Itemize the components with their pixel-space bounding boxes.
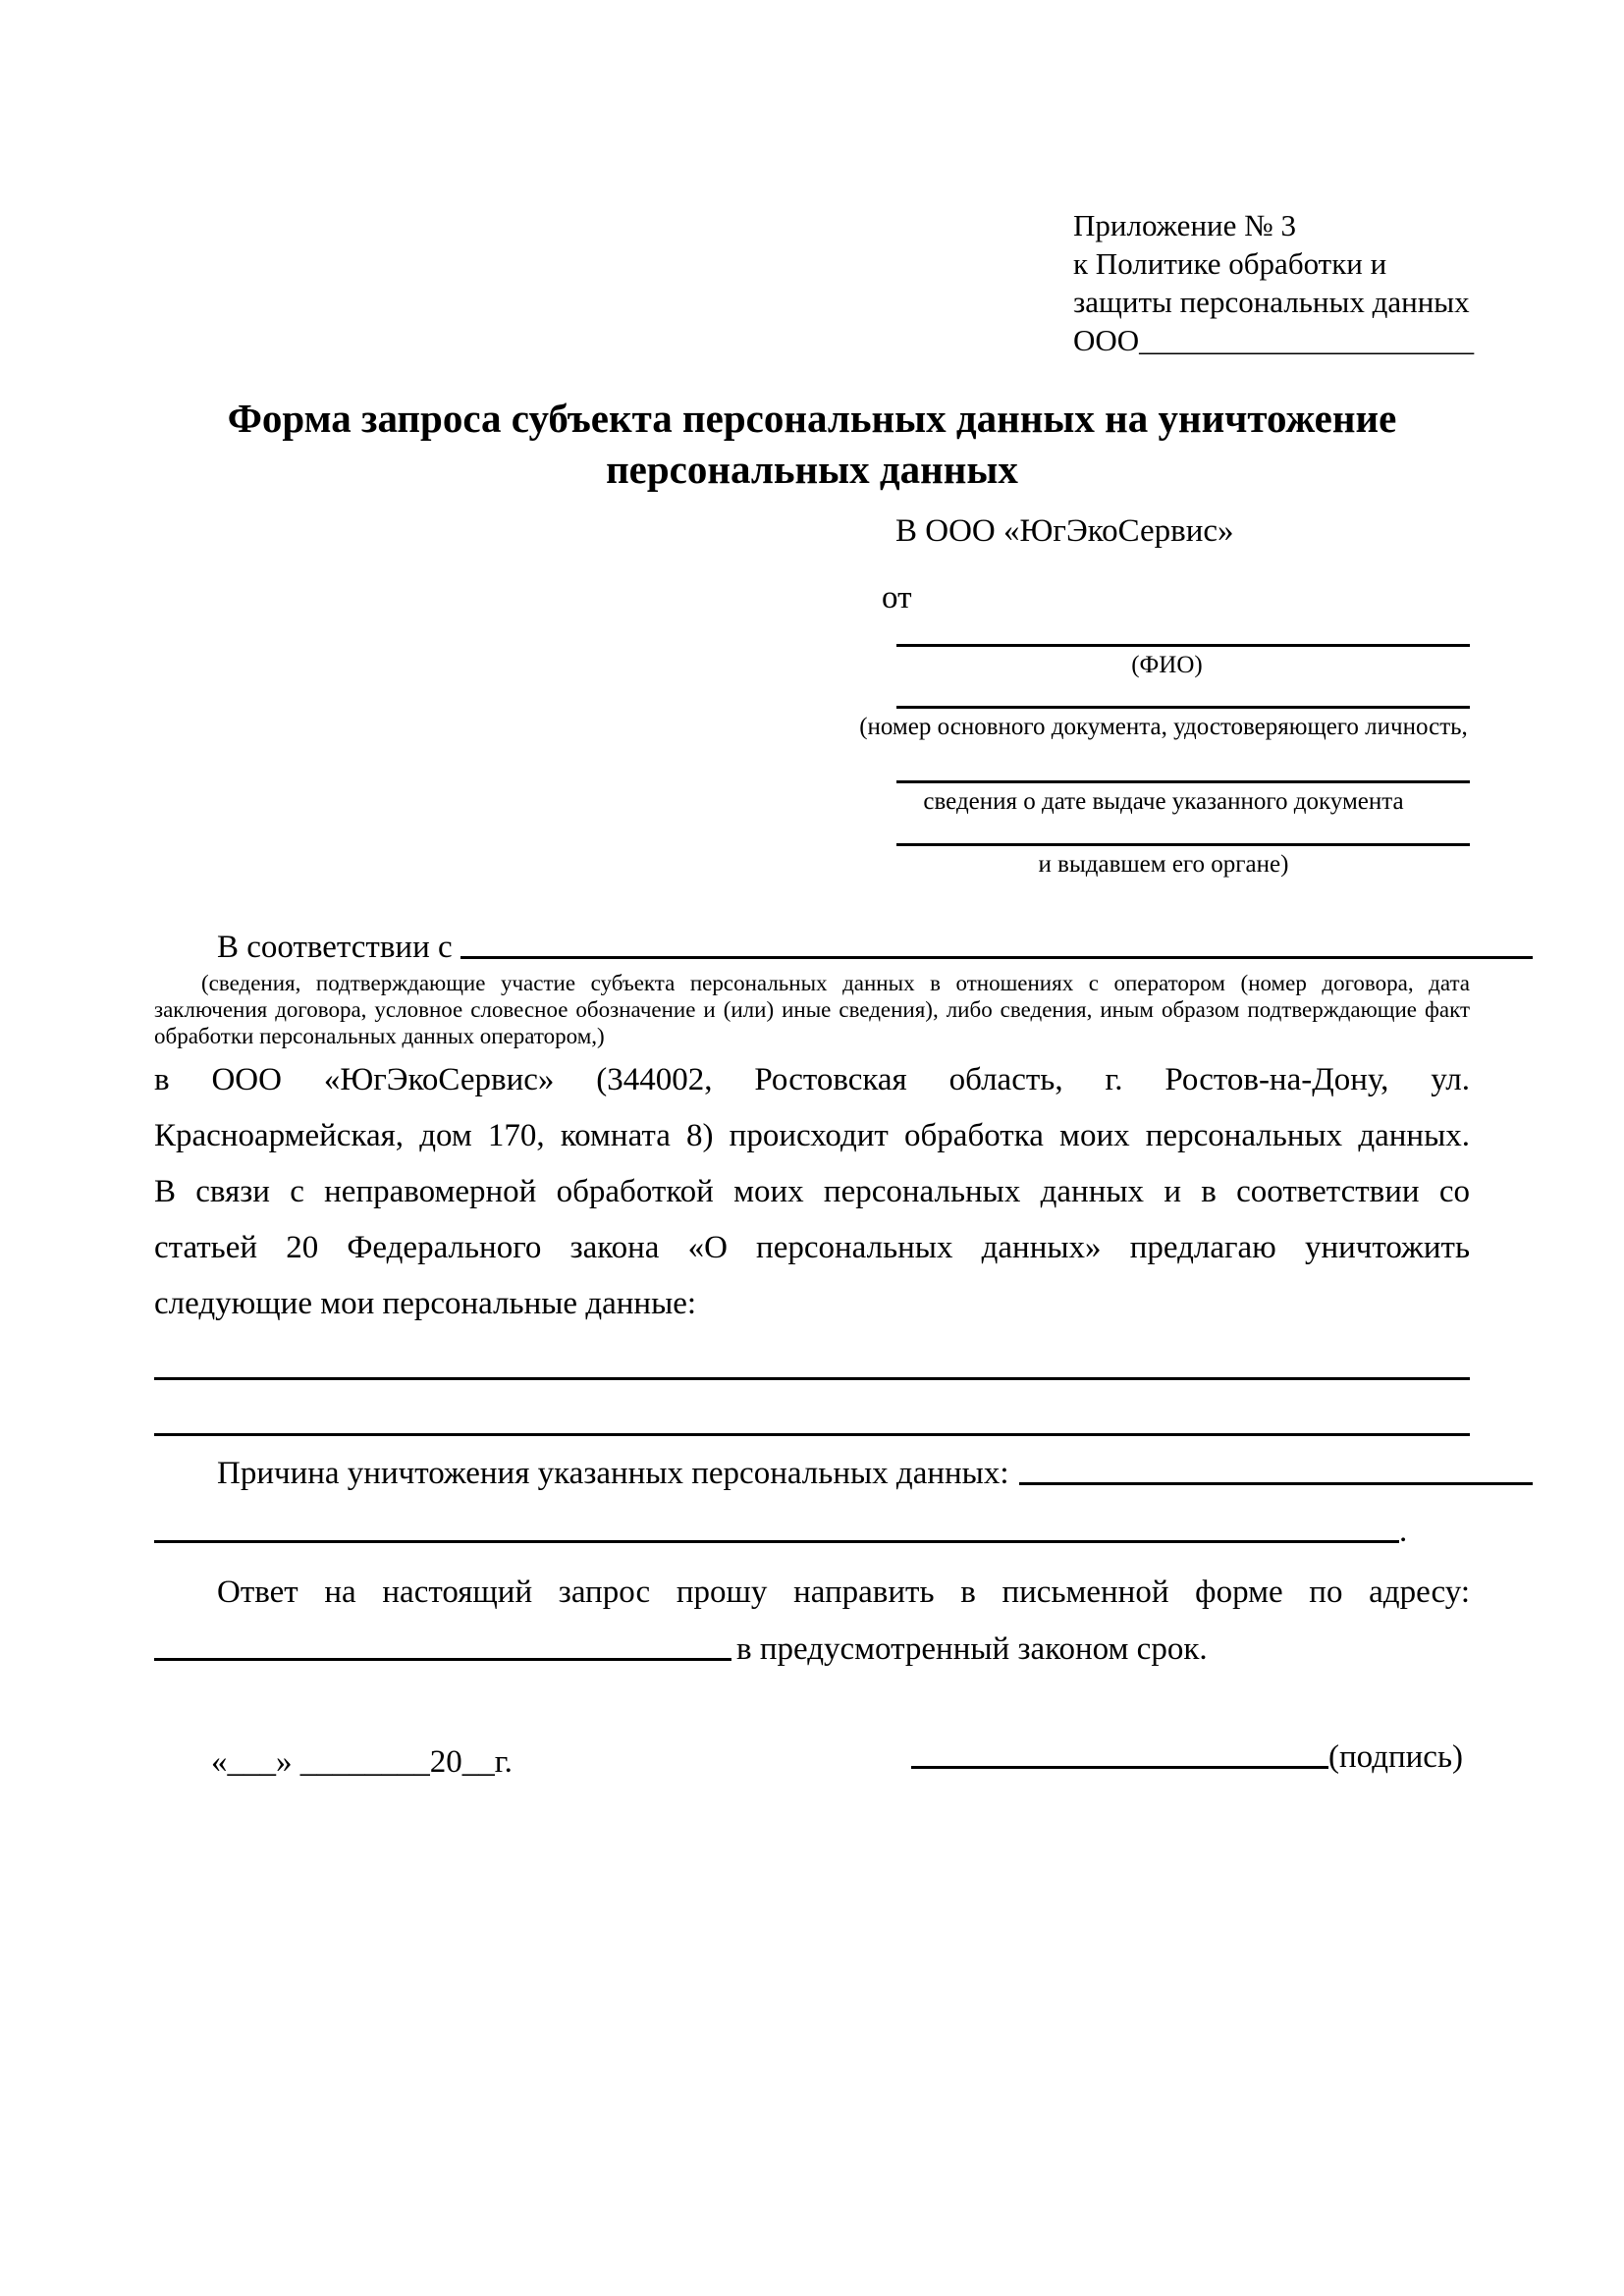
signature-caption: (подпись) (1328, 1739, 1463, 1775)
paragraph-line: В связи с неправомерной обработкой моих персональных данных и в соответствии со (154, 1174, 1470, 1209)
paragraph-line: в ООО «ЮгЭкоСервис» (344002, Ростовская область, г. Ростов-на-Дону, ул. (154, 1062, 1470, 1097)
fio-caption: (ФИО) (1131, 652, 1203, 678)
paragraph-line: статьей 20 Федерального закона «О персональных данных» предлагаю уничтожить (154, 1230, 1470, 1265)
paragraph-line: Красноармейская, дом 170, комната 8) происходит обработка моих персональных данных. (154, 1118, 1470, 1153)
appendix-line-1: Приложение № 3 (1073, 208, 1296, 242)
reason-row (154, 1457, 1533, 1490)
doc-date-blank-line (896, 780, 1470, 783)
recipient-organization: В ООО «ЮгЭкоСервис» (895, 513, 1234, 549)
doc-date-caption: сведения о дате выдаче указанного документа (923, 788, 1404, 815)
accordance-caption (154, 970, 1470, 1049)
accordance-row (154, 931, 1533, 964)
reason-period: . (1399, 1514, 1408, 1549)
appendix-block (1073, 206, 1486, 359)
paragraph-line: следующие мои персональные данные: (154, 1286, 697, 1321)
accordance-blank-line (460, 956, 1533, 959)
personal-data-blank-line-2 (154, 1433, 1470, 1436)
page-title (154, 393, 1470, 495)
response-request-line: Ответ на настоящий запрос прошу направить в письменной форме по адресу: (217, 1575, 1470, 1610)
accordance-caption-line-3: обработки персональных данных оператором,) (154, 1024, 605, 1048)
page-title-line-1: Форма запроса субъекта персональных данных на уничтожение (227, 396, 1397, 441)
reason-continuation-row (154, 1515, 1470, 1548)
appendix-line-3: защиты персональных данных (1073, 285, 1470, 319)
doc-number-caption: (номер основного документа, удостоверяющего личность, (859, 714, 1468, 740)
accordance-prefix: В соответствии с (217, 930, 453, 965)
response-term-suffix: в предусмотренный законом срок. (736, 1631, 1208, 1667)
date-line: «___» ________20__г. (211, 1744, 513, 1780)
appendix-line-2: к Политике обработки и (1073, 246, 1387, 281)
address-row (154, 1632, 1470, 1666)
main-paragraph (154, 1052, 1470, 1332)
reason-blank-line-2 (154, 1540, 1399, 1543)
reason-label: Причина уничтожения указанных персональных данных: (217, 1456, 1009, 1491)
page-title-line-2: персональных данных (606, 447, 1018, 492)
accordance-caption-line-2: заключения договора, условное словесное обозначение и (или) иные сведения), либо сведения, иным образом подтверждающие факт (154, 997, 1470, 1022)
fio-blank-line (896, 644, 1470, 647)
address-blank-line (154, 1658, 731, 1661)
doc-issuer-caption: и выдавшем его органе) (1038, 851, 1289, 878)
from-label: от (882, 580, 912, 615)
doc-issuer-blank-line (896, 843, 1470, 846)
doc-number-blank-line (896, 706, 1470, 709)
signature-blank-line (911, 1766, 1328, 1769)
accordance-caption-line-1: (сведения, подтверждающие участие субъекта персональных данных в отношениях с оператором (номер договора, дата (201, 971, 1470, 995)
reason-blank-line (1019, 1482, 1533, 1485)
personal-data-blank-line-1 (154, 1377, 1470, 1380)
signature-block (911, 1740, 1463, 1774)
appendix-ooo-line: ООО______________________ (1073, 323, 1475, 357)
